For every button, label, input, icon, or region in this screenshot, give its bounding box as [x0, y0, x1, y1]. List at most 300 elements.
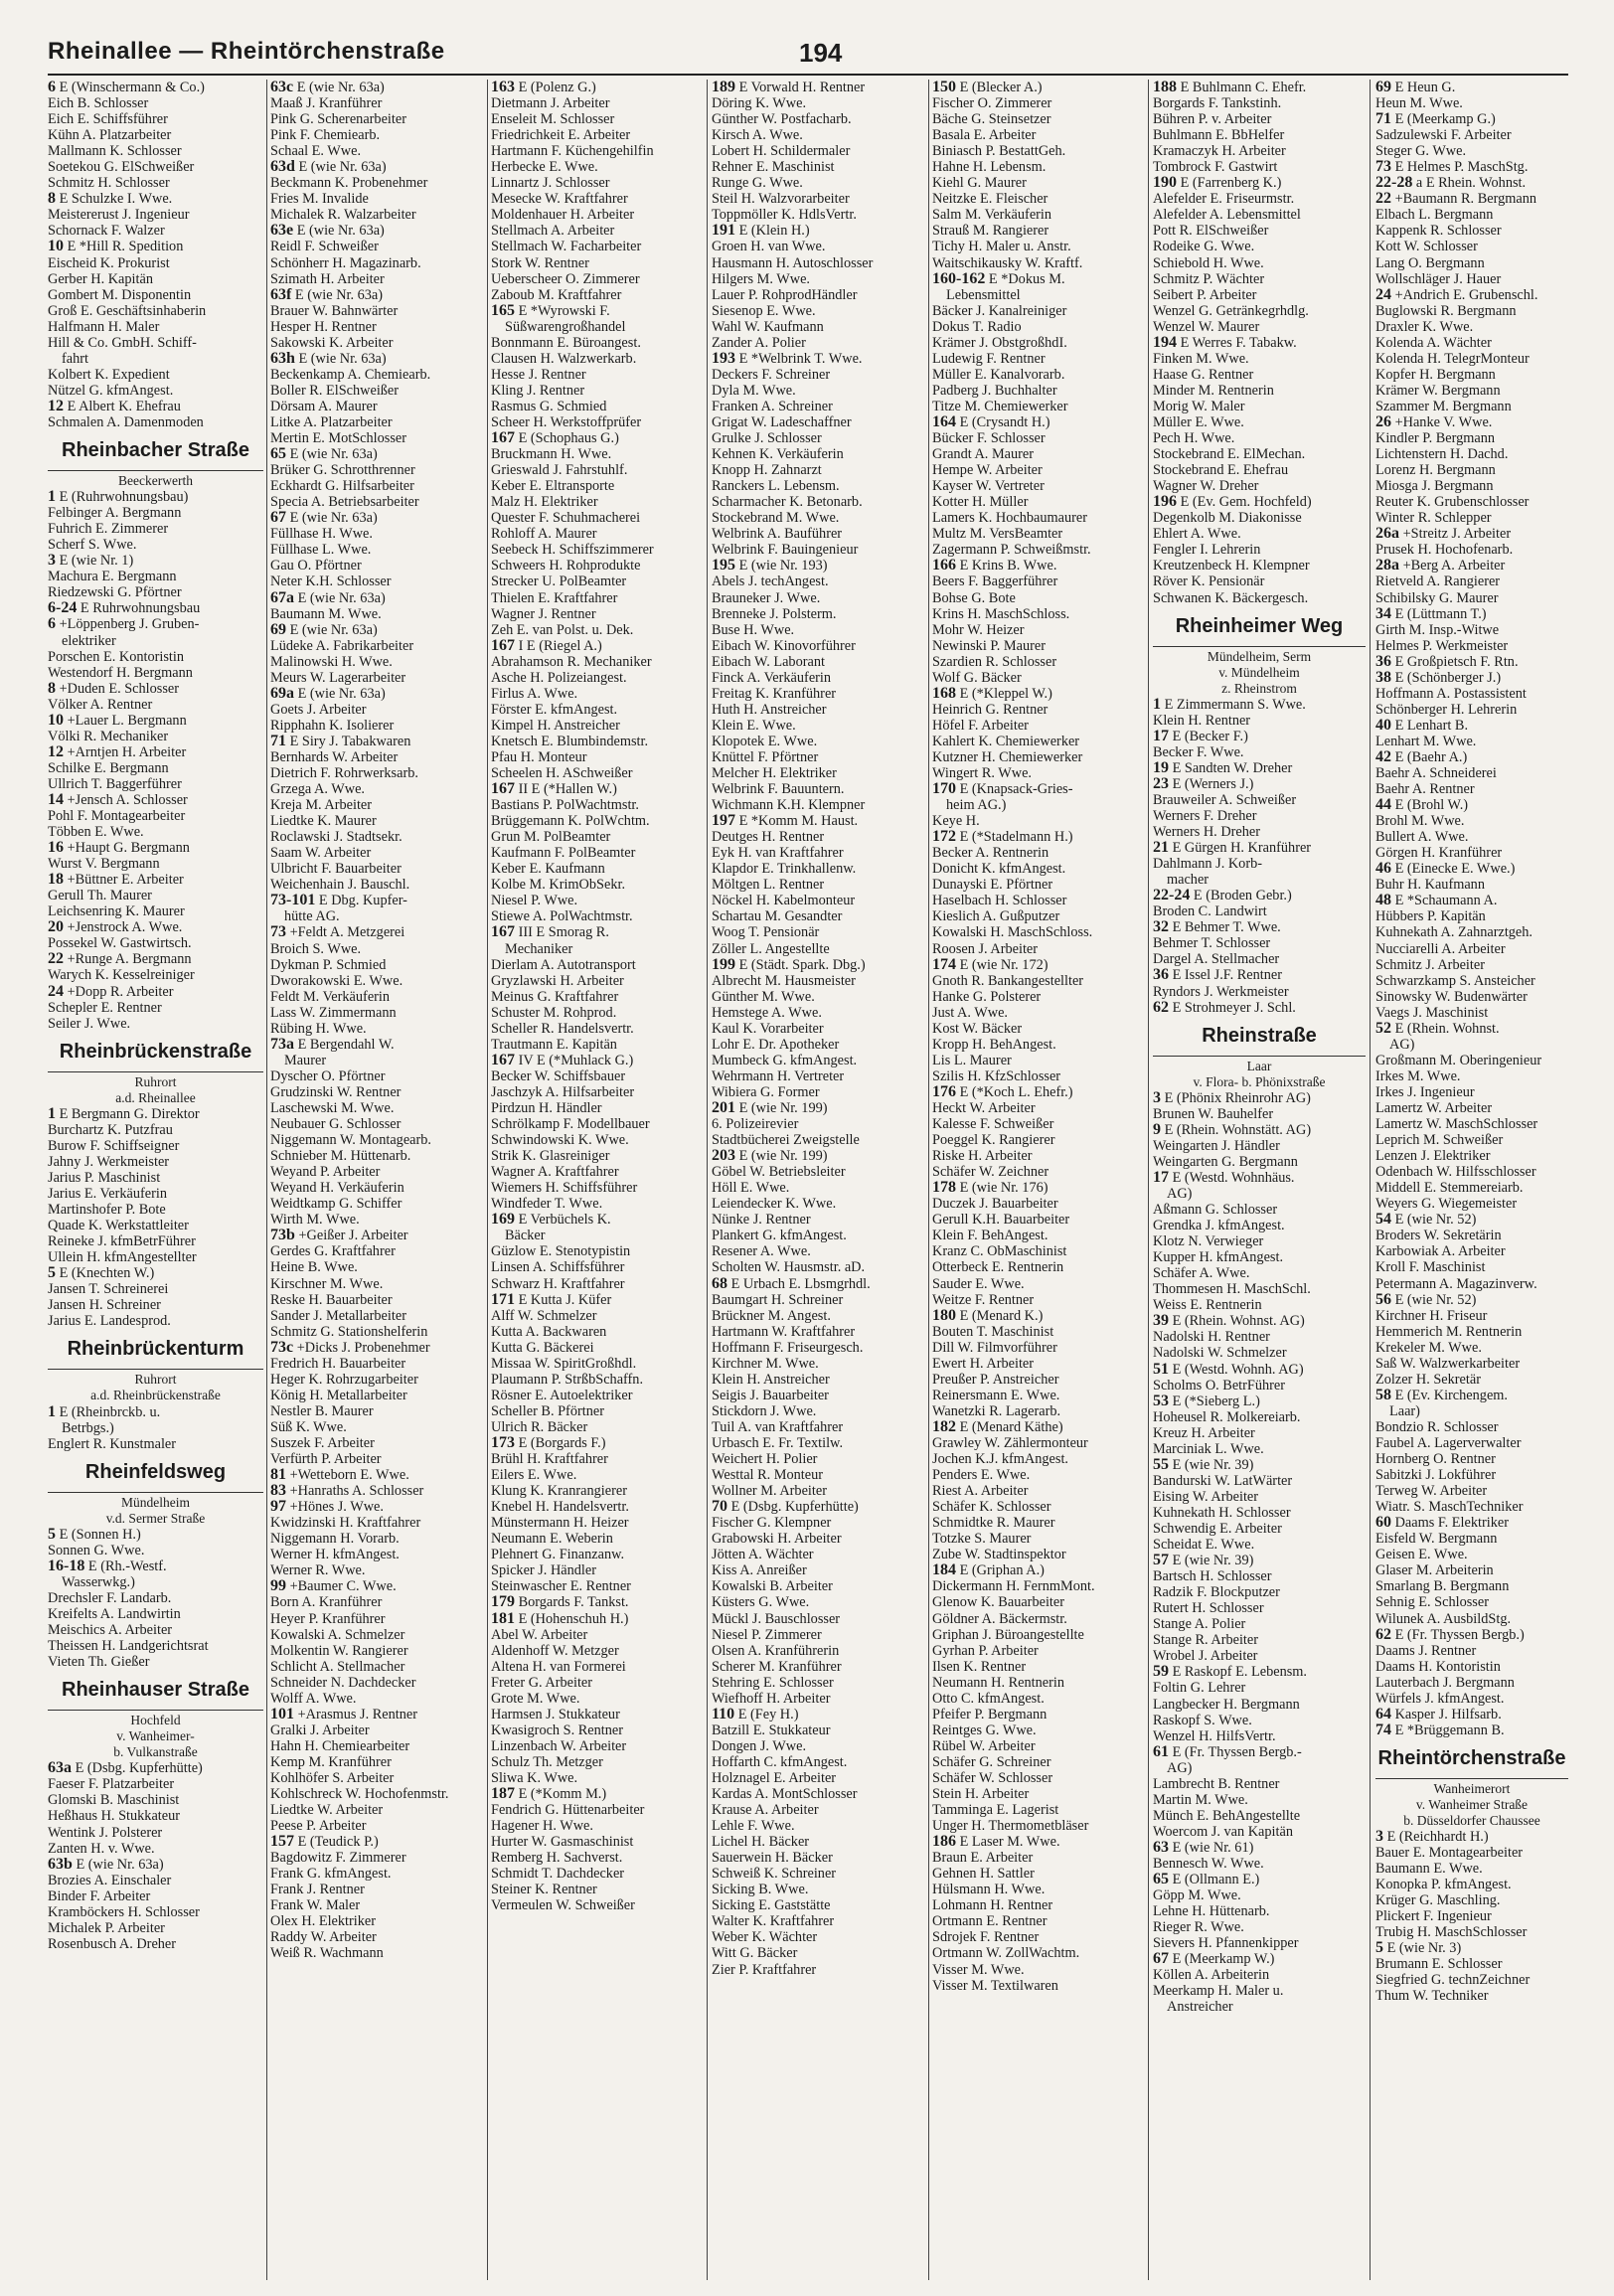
house-entry [1153, 888, 1366, 903]
resident-entry [491, 1659, 703, 1675]
entry-text: E Schulzke I. Wwe. [59, 191, 173, 208]
entry-text: Martinshofer P. Bote [48, 1202, 166, 1219]
house-entry [1375, 1292, 1568, 1308]
entry-text: Pech H. Wwe. [1153, 430, 1235, 447]
entry-text: Plickert F. Ingenieur [1375, 1908, 1492, 1925]
entry-text: Dahlmann J. Korb- [1153, 856, 1262, 873]
entry-text: Wasserwkg.) [62, 1573, 135, 1590]
entry-text: E Behmer T. Wwe. [1172, 919, 1281, 936]
resident-entry [712, 781, 924, 797]
entry-text: E Raskopf E. Lebensm. [1172, 1664, 1307, 1681]
resident-entry [1375, 1419, 1568, 1435]
entry-text: Olex H. Elektriker [270, 1913, 376, 1930]
entry-text: Brunen W. Bauhelfer [1153, 1105, 1274, 1122]
resident-entry [712, 1594, 924, 1610]
resident-entry [1153, 744, 1366, 760]
house-entry [1153, 175, 1366, 191]
entry-text: Liedtke W. Arbeiter [270, 1802, 384, 1819]
house-number: 57 [1153, 1553, 1169, 1569]
entry-text: E (Einecke E. Wwe.) [1394, 861, 1516, 878]
entry-text: Enseleit M. Schlosser [491, 111, 615, 128]
entry-text: Niggemann H. Vorarb. [270, 1531, 400, 1548]
resident-entry [932, 1053, 1143, 1068]
entry-text: Faeser F. Platzarbeiter [48, 1776, 175, 1793]
resident-entry [932, 478, 1143, 494]
entry-text: E (Ruhrwohnungsbau) [59, 489, 189, 506]
resident-entry [270, 1659, 483, 1675]
entry-text: Göpp M. Wwe. [1153, 1887, 1241, 1904]
resident-entry [932, 1037, 1143, 1053]
entry-text: Krins H. MaschSchloss. [932, 605, 1070, 622]
house-number: 73 [270, 924, 286, 941]
house-entry [270, 1499, 483, 1515]
entry-text: Wollschläger J. Hauer [1375, 270, 1502, 287]
entry-text: Alff W. Schmelzer [491, 1307, 597, 1324]
resident-entry [270, 1691, 483, 1707]
resident-entry [491, 654, 703, 670]
entry-text: Kehnen K. Verkäuferin [712, 446, 844, 463]
entry-text: Zeh E. van Polst. u. Dek. [491, 621, 634, 638]
resident-entry [932, 845, 1143, 861]
entry-text: Kupper H. kfmAngest. [1153, 1249, 1284, 1266]
entry-text: Kirchner M. Wwe. [712, 1355, 819, 1372]
resident-entry [491, 861, 703, 877]
entry-text: E (Fey H.) [737, 1706, 799, 1722]
resident-entry [491, 1148, 703, 1164]
entry-text: Melcher H. Elektriker [712, 765, 837, 782]
directory-column-4 [712, 80, 924, 2280]
entry-text: Schilke E. Bergmann [48, 759, 169, 776]
house-entry [270, 223, 483, 239]
entry-text: Spicker J. Händler [491, 1562, 597, 1579]
entry-text: Schnieber M. Hüttenarb. [270, 1148, 411, 1165]
resident-entry [932, 127, 1143, 143]
house-number: 71 [270, 733, 286, 749]
house-entry [48, 1760, 263, 1776]
entry-text: Lass W. Zimmermann [270, 1004, 397, 1021]
entry-text: Lenhart M. Wwe. [1375, 733, 1477, 749]
house-entry [712, 1499, 924, 1515]
house-entry [1153, 1664, 1366, 1680]
entry-text: E (Griphan A.) [959, 1562, 1045, 1579]
house-number: 63b [48, 1856, 73, 1873]
resident-entry [48, 824, 263, 840]
resident-entry [270, 1180, 483, 1196]
resident-entry [491, 351, 703, 367]
entry-text: +Hanke V. Wwe. [1394, 413, 1493, 430]
entry-text: Stiewe A. PolWachtmstr. [491, 908, 633, 925]
street-heading: Rheinstraße [1153, 1016, 1366, 1057]
entry-text: Schwarzkamp S. Ansteicher [1375, 972, 1535, 989]
resident-entry [712, 1691, 924, 1707]
street-location-note: Mündelheim [121, 1494, 190, 1510]
resident-entry [270, 367, 483, 383]
house-entry [1153, 840, 1366, 856]
resident-entry [270, 1148, 483, 1164]
entry-text: Seiler J. Wwe. [48, 1015, 131, 1032]
entry-text: Förster E. kfmAngest. [491, 701, 618, 718]
resident-entry [932, 1212, 1143, 1228]
entry-text: Plehnert G. Finanzanw. [491, 1547, 625, 1563]
entry-text: Kayser W. Vertreter [932, 478, 1045, 495]
resident-entry [932, 1196, 1143, 1212]
entry-text: Hesse J. Rentner [491, 366, 586, 383]
resident-entry [491, 845, 703, 861]
entry-text: Borgards F. Tankstinh. [1153, 95, 1282, 112]
resident-entry [932, 606, 1143, 622]
resident-entry [712, 335, 924, 351]
resident-entry [932, 924, 1143, 940]
resident-entry [491, 1100, 703, 1116]
house-number: 167 [491, 637, 515, 654]
resident-entry [491, 271, 703, 287]
resident-entry [712, 1882, 924, 1897]
resident-entry [932, 1356, 1143, 1372]
entry-text: Heun M. Wwe. [1375, 95, 1463, 112]
resident-entry [712, 1562, 924, 1578]
house-entry [270, 1228, 483, 1243]
resident-entry [48, 1841, 263, 1857]
resident-entry [712, 606, 924, 622]
resident-entry [270, 765, 483, 781]
entry-text: Kemp M. Kranführer [270, 1753, 392, 1770]
house-entry [1375, 111, 1568, 127]
entry-text: Schönherr H. Magazinarb. [270, 254, 421, 271]
house-number: 6 [48, 80, 56, 95]
entry-text: Rehner E. Maschinist [712, 159, 835, 176]
house-entry [270, 159, 483, 175]
entry-text: Holznagel E. Arbeiter [712, 1769, 837, 1786]
entry-text: fahrt [62, 350, 88, 367]
house-number: 150 [932, 80, 956, 95]
entry-text: E (Knechten W.) [59, 1265, 155, 1282]
entry-text: Witt G. Bäcker [712, 1945, 798, 1962]
resident-entry [270, 1196, 483, 1212]
house-entry [491, 1292, 703, 1308]
entry-text: Beckmann K. Probenehmer [270, 175, 428, 192]
entry-text: Trautmann E. Kapitän [491, 1036, 617, 1053]
resident-entry [1153, 223, 1366, 239]
resident-entry [1375, 303, 1568, 319]
entry-text: Süßwarengroßhandel [505, 318, 626, 335]
entry-text: +Baumer C. Wwe. [289, 1578, 397, 1595]
entry-text: Bennesch W. Wwe. [1153, 1855, 1264, 1872]
house-entry [1153, 1744, 1366, 1760]
entry-text: Grote M. Wwe. [491, 1690, 580, 1707]
entry-text: Tamminga E. Lagerist [932, 1802, 1059, 1819]
entry-text: Welbrink A. Bauführer [712, 526, 843, 543]
house-number: 101 [270, 1706, 294, 1722]
entry-text: Kramaczyk H. Arbeiter [1153, 143, 1286, 160]
house-entry [932, 1084, 1143, 1100]
entry-text: Heyer P. Kranführer [270, 1610, 386, 1627]
house-number: 3 [1375, 1829, 1383, 1846]
resident-entry [932, 1945, 1143, 1961]
resident-entry [491, 765, 703, 781]
entry-text: Fischer O. Zimmerer [932, 95, 1052, 112]
resident-entry [1153, 1297, 1366, 1313]
resident-entry [1153, 526, 1366, 542]
entry-text: Bagdowitz F. Zimmerer [270, 1850, 406, 1867]
entry-text: Seebeck H. Schiffszimmerer [491, 542, 654, 559]
resident-entry [712, 1356, 924, 1372]
resident-entry [1375, 781, 1568, 797]
entry-text: Fengler I. Lehrerin [1153, 542, 1261, 559]
house-entry [491, 638, 703, 654]
resident-entry [712, 367, 924, 383]
resident-entry [932, 1132, 1143, 1148]
resident-entry [932, 702, 1143, 718]
resident-entry [712, 893, 924, 908]
resident-entry [270, 1882, 483, 1897]
house-number: 63c [270, 80, 294, 95]
resident-entry [1375, 702, 1568, 718]
house-number: 165 [491, 302, 515, 319]
resident-entry [270, 542, 483, 558]
entry-text: elektriker [62, 632, 116, 649]
resident-entry [1375, 845, 1568, 861]
house-number: 26 [1375, 413, 1391, 430]
entry-text: Born A. Kranführer [270, 1594, 383, 1611]
entry-text: Grandt A. Maurer [932, 446, 1035, 463]
resident-entry [932, 255, 1143, 271]
resident-entry [270, 414, 483, 430]
entry-text: Hausmann H. Autoschlosser [712, 254, 874, 271]
house-number: 65 [1153, 1872, 1169, 1888]
resident-entry [712, 287, 924, 303]
resident-entry [1153, 951, 1366, 967]
entry-text: Gnoth R. Bankangestellter [932, 972, 1084, 989]
resident-entry [491, 558, 703, 574]
resident-entry [491, 686, 703, 702]
resident-entry [270, 1643, 483, 1659]
entry-text: Bullert A. Wwe. [1375, 829, 1469, 846]
resident-entry [48, 537, 263, 553]
street-location-note: Mündelheim, Serm [1207, 648, 1312, 664]
house-entry [48, 489, 263, 505]
entry-text: +Haupt G. Bergmann [67, 840, 190, 857]
entry-text: Riedzewski G. Pförtner [48, 584, 182, 601]
resident-entry [1153, 574, 1366, 589]
resident-entry [270, 1212, 483, 1228]
resident-entry [270, 1866, 483, 1882]
resident-entry [491, 478, 703, 494]
entry-text: Wentink J. Polsterer [48, 1824, 163, 1841]
resident-entry [270, 478, 483, 494]
house-number: 63d [270, 159, 295, 176]
house-number: 73b [270, 1228, 295, 1244]
entry-text: Poeggel K. Rangierer [932, 1132, 1055, 1149]
resident-entry [1153, 1632, 1366, 1648]
house-number: 16 [48, 840, 64, 857]
resident-entry [1153, 95, 1366, 111]
entry-text: Heßhaus H. Stukkateur [48, 1808, 181, 1825]
house-entry [1375, 861, 1568, 877]
entry-text: Sdrojek F. Rentner [932, 1929, 1040, 1946]
entry-text: Lorenz H. Bergmann [1375, 462, 1496, 479]
resident-entry [48, 143, 263, 159]
resident-entry [1153, 1489, 1366, 1505]
entry-text: Döring K. Wwe. [712, 95, 807, 112]
resident-entry [48, 1825, 263, 1841]
entry-text: E Bergmann G. Direktor [59, 1105, 200, 1122]
house-number: 32 [1153, 919, 1169, 936]
entry-text: Preußer P. Anstreicher [932, 1371, 1059, 1388]
entry-text: Kühn A. Platzarbeiter [48, 127, 172, 144]
resident-entry [932, 207, 1143, 223]
resident-entry [491, 957, 703, 973]
entry-text: Hülsmann H. Wwe. [932, 1882, 1046, 1898]
house-entry [1375, 1829, 1568, 1845]
entry-text: E (wie Nr. 39) [1172, 1553, 1254, 1569]
entry-text: Schmalen A. Damenmoden [48, 413, 204, 430]
house-entry [48, 840, 263, 856]
entry-text: Szammer M. Bergmann [1375, 398, 1512, 414]
entry-text: Irkes M. Wwe. [1375, 1067, 1461, 1084]
resident-entry [712, 1754, 924, 1770]
entry-text: Völki R. Mechaniker [48, 728, 169, 744]
resident-entry [932, 1770, 1143, 1786]
entry-text: Weyers G. Wiegemeister [1375, 1196, 1518, 1213]
house-entry [270, 686, 483, 702]
entry-text: Sauder E. Wwe. [932, 1275, 1025, 1292]
house-entry [712, 558, 924, 574]
resident-entry [48, 1170, 263, 1186]
entry-text: Ludewig F. Rentner [932, 350, 1046, 367]
resident-entry [932, 1866, 1143, 1882]
resident-entry [712, 1945, 924, 1961]
entry-text: Dworakowski E. Wwe. [270, 972, 404, 989]
entry-text: E (wie Nr. 63a) [289, 446, 378, 463]
entry-text: +Arasmus J. Rentner [297, 1706, 418, 1722]
resident-entry [48, 808, 263, 824]
resident-entry [712, 1068, 924, 1084]
entry-text: Baumann M. Wwe. [270, 605, 382, 622]
entry-text: E Strohmeyer J. Schl. [1172, 999, 1296, 1016]
resident-entry [1153, 542, 1366, 558]
entry-text: Trubig H. MaschSchlosser [1375, 1924, 1528, 1941]
entry-text: Lamertz W. Arbeiter [1375, 1100, 1493, 1116]
resident-entry [270, 1786, 483, 1802]
resident-entry [712, 414, 924, 430]
entry-text: Fendrich G. Hüttenarbeiter [491, 1802, 645, 1819]
entry-text: Malinowski H. Wwe. [270, 653, 393, 670]
entry-text: Knüttel F. Pförtner [712, 748, 819, 765]
entry-text: Völker A. Rentner [48, 696, 153, 713]
resident-entry [1153, 1648, 1366, 1664]
entry-text: Ilsen K. Rentner [932, 1658, 1027, 1675]
resident-entry [270, 1451, 483, 1467]
entry-text: E (wie Nr. 63a) [296, 223, 385, 240]
entry-text: Neumann E. Weberin [491, 1531, 613, 1548]
house-number: 74 [1375, 1722, 1391, 1738]
house-entry [1153, 1951, 1366, 1967]
entry-text: Reske H. Bauarbeiter [270, 1291, 393, 1308]
house-entry [270, 1707, 483, 1722]
resident-entry [1375, 1372, 1568, 1388]
entry-text: Günther M. Wwe. [712, 988, 815, 1005]
entry-text: Michalek P. Arbeiter [48, 1919, 165, 1936]
house-number: 83 [270, 1483, 286, 1500]
resident-entry [491, 1259, 703, 1275]
house-entry [712, 1100, 924, 1116]
entry-text: E (wie Nr. 63a) [289, 621, 378, 638]
resident-entry [712, 638, 924, 654]
resident-entry [1375, 1659, 1568, 1675]
resident-entry [270, 1754, 483, 1770]
resident-entry [48, 1654, 263, 1670]
resident-entry [491, 239, 703, 254]
resident-entry [932, 542, 1143, 558]
entry-text: E Albert K. Ehefrau [67, 398, 181, 414]
entry-text: Roclawski J. Stadtsekr. [270, 829, 403, 846]
resident-entry [1153, 1521, 1366, 1537]
entry-text: Rodeike G. Wwe. [1153, 239, 1255, 255]
entry-text: Kreja M. Arbeiter [270, 797, 373, 814]
entry-text: Kaul K. Vorarbeiter [712, 1020, 824, 1037]
house-number: 188 [1153, 80, 1177, 95]
resident-entry [712, 797, 924, 813]
resident-entry [270, 1308, 483, 1324]
resident-entry [712, 494, 924, 510]
entry-text: Welbrink F. Bauuntern. [712, 781, 845, 798]
resident-entry [270, 271, 483, 287]
entry-text: Molkentin W. Rangierer [270, 1642, 408, 1659]
entry-text: E (wie Nr. 52) [1394, 1291, 1477, 1308]
resident-entry [1153, 303, 1366, 319]
entry-text: Ryndors J. Werkmeister [1153, 983, 1289, 1000]
entry-text: Steger G. Wwe. [1375, 143, 1467, 160]
entry-text: Höll E. Wwe. [712, 1180, 790, 1197]
resident-entry [1153, 1378, 1366, 1394]
resident-entry [48, 127, 263, 143]
entry-text: Malz H. Elektriker [491, 494, 598, 511]
entry-text: Grzega A. Wwe. [270, 781, 366, 798]
entry-text: Kasper J. Hilfsarb. [1394, 1706, 1502, 1722]
entry-text: Kirchner H. Friseur [1375, 1307, 1488, 1324]
resident-entry [712, 1340, 924, 1356]
entry-text: Lis L. Maurer [932, 1052, 1012, 1068]
entry-text: Stickdorn J. Wwe. [712, 1402, 817, 1419]
entry-text: Neumann H. Rentnerin [932, 1674, 1065, 1691]
resident-entry [491, 191, 703, 207]
resident-entry [1375, 1196, 1568, 1212]
resident-entry [932, 1292, 1143, 1308]
entry-text: Baehr A. Schneiderei [1375, 765, 1497, 782]
resident-entry [932, 159, 1143, 175]
entry-text: E (wie Nr. 39) [1172, 1456, 1254, 1473]
resident-entry [712, 654, 924, 670]
house-entry [1375, 526, 1568, 542]
entry-text: Ehlert A. Wwe. [1153, 526, 1241, 543]
entry-text: Kolenda A. Wächter [1375, 334, 1492, 351]
resident-entry [1153, 1218, 1366, 1233]
entry-text: Freter G. Arbeiter [491, 1674, 593, 1691]
house-entry [48, 1558, 263, 1574]
resident-entry [491, 383, 703, 399]
entry-text: Meurs W. Lagerarbeiter [270, 669, 406, 686]
resident-entry [491, 1451, 703, 1467]
entry-text: Sauerwein H. Bäcker [712, 1850, 833, 1867]
resident-entry [1153, 590, 1366, 606]
resident-entry [491, 1770, 703, 1786]
entry-text: Kolbe M. KrimObSekr. [491, 877, 626, 894]
entry-text: E (Fr. Thyssen Bergb.- [1172, 1743, 1302, 1760]
entry-text: Dörsam A. Maurer [270, 398, 378, 414]
resident-entry [48, 967, 263, 983]
resident-entry [1153, 1999, 1366, 2015]
resident-entry [932, 367, 1143, 383]
